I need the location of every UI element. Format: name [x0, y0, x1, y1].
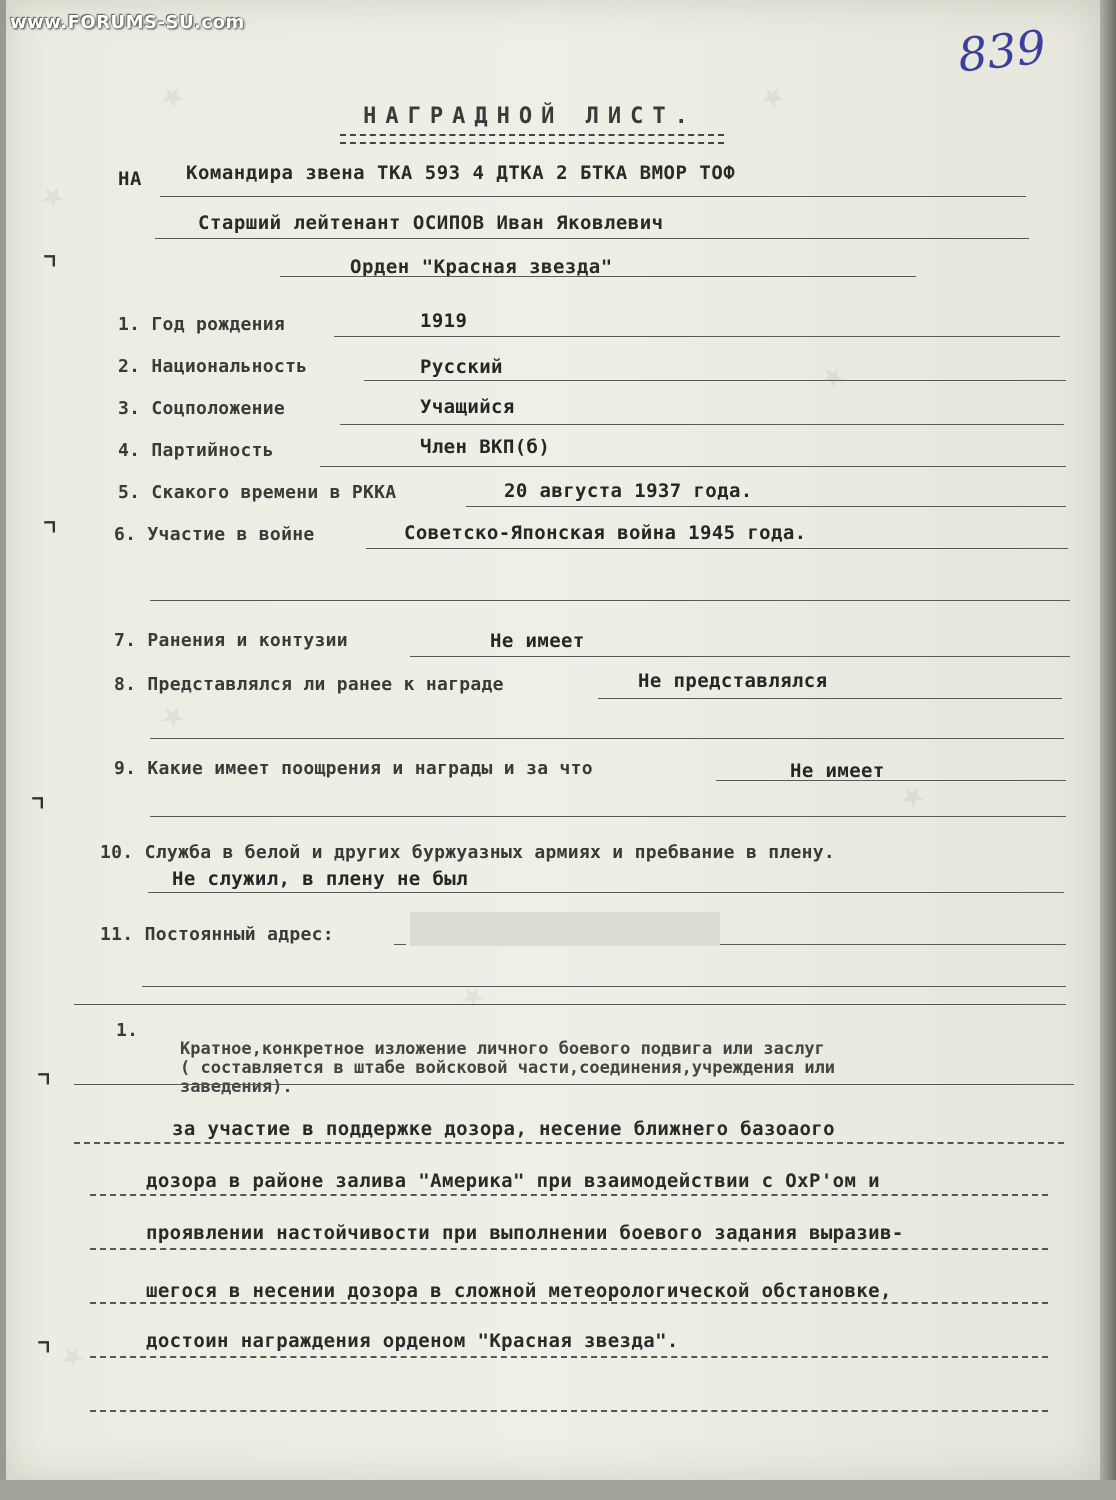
punch-hole-icon: ⌝: [36, 1068, 52, 1108]
field-label-birth-year: 1. Год рождения: [118, 314, 286, 335]
header-unit: Командира звена ТКА 593 4 ДТКА 2 БТКА ВМОР ТОФ: [186, 162, 736, 184]
watermark-stamp: ★: [452, 975, 493, 1018]
form-line: [320, 466, 1066, 467]
citation-line: за участие в поддержке дозора, несение ближнего базоаого: [172, 1118, 835, 1140]
header-person: Старший лейтенант ОСИПОВ Иван Яковлевич: [198, 212, 664, 234]
form-line: [366, 548, 1068, 549]
header-award: Орден "Красная звезда": [350, 256, 613, 278]
form-line: [160, 196, 1026, 197]
watermark-stamp: ★: [812, 355, 853, 398]
watermark-stamp: ★: [52, 1335, 93, 1378]
form-line: [74, 1084, 1074, 1085]
section-number: 1.: [116, 1020, 139, 1041]
field-label-war-participation: 6. Участие в войне: [114, 524, 315, 545]
field-value-foreign-service: Не служил, в плену не был: [172, 868, 468, 890]
field-label-nationality: 2. Национальность: [118, 356, 308, 377]
site-watermark: www.FORUMS-SU.com: [10, 12, 245, 33]
field-label-party: 4. Партийность: [118, 440, 274, 461]
archive-number: 839: [955, 19, 1049, 83]
punch-hole-icon: ⌝: [42, 516, 58, 556]
field-value-nationality: Русский: [420, 356, 503, 378]
document-title: НАГРАДНОЙ ЛИСТ.: [363, 104, 697, 129]
citation-underline: [74, 1142, 1064, 1144]
field-value-war-participation: Советско-Японская война 1945 года.: [404, 522, 807, 544]
citation-line: шегося в несении дозора в сложной метеорологической обстановке,: [146, 1280, 892, 1302]
field-value-wounds: Не имеет: [490, 630, 585, 652]
field-value-birth-year: 1919: [420, 310, 468, 332]
header-prefix: НА: [118, 168, 142, 190]
form-line: [150, 816, 1066, 817]
punch-hole-icon: ⌝: [30, 792, 46, 832]
citation-underline: [90, 1356, 1048, 1358]
field-value-honors: Не имеет: [790, 760, 885, 782]
field-label-address: 11. Постоянный адрес:: [100, 924, 334, 945]
address-redaction: [410, 912, 720, 946]
form-line: [394, 944, 406, 945]
form-line: [148, 892, 1064, 893]
form-line: [716, 780, 1066, 781]
punch-hole-icon: ⌝: [36, 1336, 52, 1376]
form-line: [155, 238, 1029, 239]
form-line: [280, 276, 916, 277]
field-value-social-status: Учащийся: [420, 396, 515, 418]
form-line: [410, 656, 1070, 657]
watermark-stamp: ★: [152, 75, 193, 118]
watermark-stamp: ★: [752, 75, 793, 118]
field-label-honors: 9. Какие имеет поощрения и награды и за что: [114, 758, 593, 779]
watermark-stamp: ★: [152, 695, 193, 738]
field-value-previous-award: Не представлялся: [638, 670, 828, 692]
form-line: [598, 698, 1062, 699]
citation-underline: [90, 1194, 1048, 1196]
form-line: [466, 506, 1066, 507]
section-heading: Кратное,конкретное изложение личного боевого подвига или заслуг ( составляется в штабе войсковой части,соединения,учреждения или заведения).: [180, 1039, 836, 1097]
page-edge-shadow: [1100, 0, 1116, 1500]
citation-underline: [90, 1302, 1048, 1304]
field-value-service-start: 20 августа 1937 года.: [504, 480, 753, 502]
section-divider: [74, 1004, 1066, 1005]
title-underline: [340, 134, 724, 144]
field-label-foreign-service: 10. Служба в белой и других буржуазных армиях и пребвание в плену.: [100, 842, 836, 863]
punch-hole-icon: ⌝: [42, 250, 58, 290]
page-bottom-edge: [0, 1480, 1116, 1500]
form-line: [142, 986, 1066, 987]
watermark-stamp: ★: [892, 775, 933, 818]
watermark-stamp: ★: [32, 175, 73, 218]
field-value-party: Член ВКП(б): [420, 436, 551, 458]
field-label-social-status: 3. Соцположение: [118, 398, 286, 419]
form-line: [720, 944, 1066, 945]
citation-underline: [90, 1410, 1048, 1412]
form-line: [340, 424, 1064, 425]
form-line: [334, 336, 1060, 337]
form-line: [150, 738, 1064, 739]
citation-underline: [90, 1248, 1048, 1250]
form-line: [364, 380, 1066, 381]
form-line: [150, 600, 1070, 601]
citation-line: достоин награждения орденом "Красная звезда".: [146, 1330, 679, 1352]
field-label-wounds: 7. Ранения и контузии: [114, 630, 348, 651]
citation-line: дозора в районе залива "Америка" при взаимодействии с ОхР'ом и: [146, 1170, 881, 1192]
field-label-service-start: 5. Скакого времени в РККА: [118, 482, 397, 503]
citation-line: проявлении настойчивости при выполнении боевого задания выразив-: [146, 1222, 904, 1244]
field-label-previous-award: 8. Представлялся ли ранее к награде: [114, 674, 504, 695]
